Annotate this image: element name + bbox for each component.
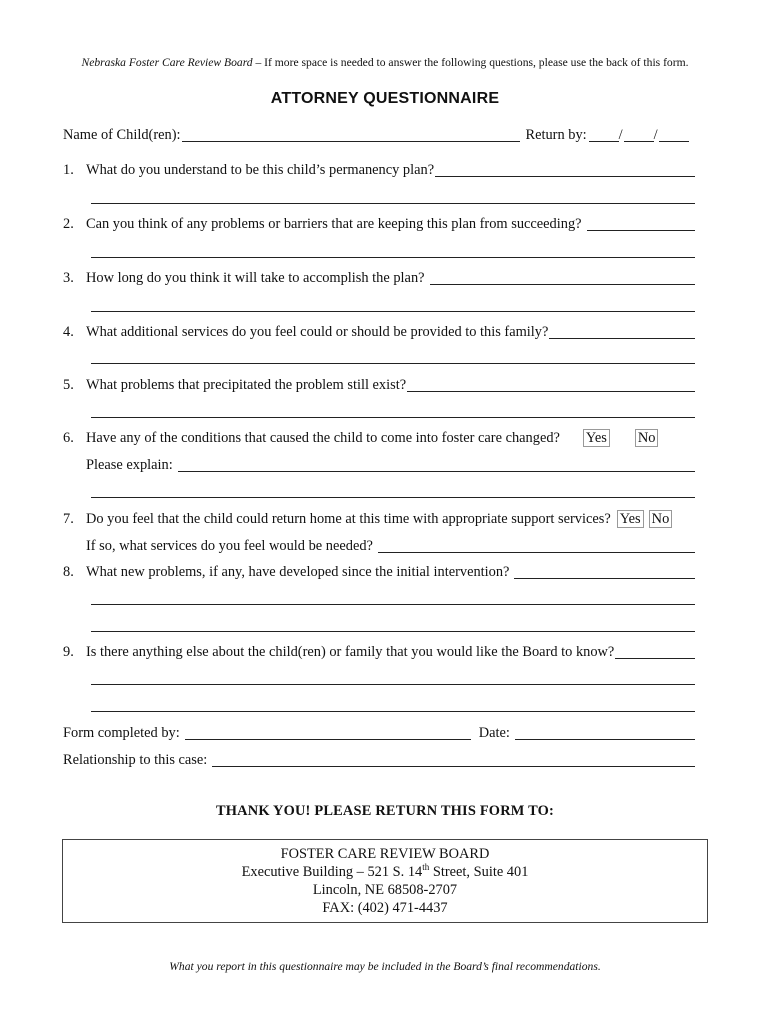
completed-by-field[interactable]: [185, 725, 471, 740]
answer-line[interactable]: [91, 417, 695, 418]
question-4: [63, 323, 695, 341]
question-text: Can you think of any problems or barriers that are keeping this plan from succeeding?: [86, 216, 582, 232]
answer-field[interactable]: [615, 644, 695, 659]
address-street: [63, 863, 707, 881]
relationship-field[interactable]: [212, 752, 695, 767]
question-6: [63, 429, 695, 447]
no-checkbox[interactable]: No: [635, 429, 659, 447]
address-city: Lincoln, NE 68508-2707: [312, 882, 458, 898]
answer-line[interactable]: [91, 604, 695, 605]
question-text: What new problems, if any, have developed since the initial intervention?: [86, 564, 510, 580]
form-header: [0, 56, 770, 69]
name-field[interactable]: [182, 127, 520, 142]
question-8: [63, 563, 695, 581]
header-org: Nebraska Foster Care Review Board: [81, 56, 253, 69]
question-5: [63, 376, 695, 394]
header-instructions: – If more space is needed to answer the following questions, please use the back of this form.: [252, 56, 689, 69]
address-org: FOSTER CARE REVIEW BOARD: [280, 846, 490, 862]
date-label: Date:: [478, 725, 510, 741]
follow-up-label: If so, what services do you feel would be needed?: [86, 538, 373, 554]
question-number: 2.: [63, 216, 74, 232]
question-2: [63, 215, 695, 233]
question-number: 9.: [63, 644, 74, 660]
answer-line[interactable]: [91, 203, 695, 204]
relationship-label: Relationship to this case:: [63, 752, 208, 768]
answer-line[interactable]: [91, 497, 695, 498]
question-text: Have any of the conditions that caused the child to come into foster care changed?: [86, 430, 560, 446]
answer-line[interactable]: [91, 684, 695, 685]
name-label: Name of Child(ren):: [63, 127, 181, 143]
yes-checkbox[interactable]: Yes: [583, 429, 610, 447]
page-title: ATTORNEY QUESTIONNAIRE: [270, 90, 500, 107]
address-street-part2: Street, Suite 401: [429, 864, 529, 880]
question-number: 1.: [63, 162, 74, 178]
question-text: Do you feel that the child could return home at this time with appropriate support services?: [86, 511, 611, 527]
explain-field[interactable]: [178, 457, 695, 472]
completed-by-label: Form completed by:: [63, 725, 180, 741]
services-field[interactable]: [378, 538, 695, 553]
return-month-field[interactable]: [589, 127, 619, 142]
address-ordinal: th: [422, 862, 430, 873]
question-7-services: [86, 537, 695, 555]
question-number: 3.: [63, 270, 74, 286]
question-6-explain: [86, 456, 695, 474]
question-text: What problems that precipitated the problem still exist?: [86, 377, 407, 393]
answer-line[interactable]: [91, 311, 695, 312]
question-9: [63, 643, 695, 661]
yes-checkbox[interactable]: Yes: [617, 510, 644, 528]
return-day-field[interactable]: [624, 127, 654, 142]
name-row: [63, 126, 695, 144]
answer-field[interactable]: [514, 564, 695, 579]
footer-note: What you report in this questionnaire may be included in the Board’s final recommendations.: [169, 960, 601, 973]
answer-line[interactable]: [91, 631, 695, 632]
question-text: How long do you think it will take to accomplish the plan?: [86, 270, 425, 286]
answer-field[interactable]: [587, 216, 695, 231]
date-separator: /: [653, 127, 658, 143]
question-number: 5.: [63, 377, 74, 393]
question-text: What do you understand to be this child’s permanency plan?: [86, 162, 435, 178]
answer-line[interactable]: [91, 257, 695, 258]
answer-line[interactable]: [91, 363, 695, 364]
address-fax: FAX: (402) 471-4437: [322, 900, 448, 916]
follow-up-label: Please explain:: [86, 457, 173, 473]
completed-by-row: [63, 724, 695, 742]
answer-field[interactable]: [435, 162, 695, 177]
answer-line[interactable]: [91, 711, 695, 712]
question-number: 6.: [63, 430, 74, 446]
return-year-field[interactable]: [659, 127, 689, 142]
question-3: [63, 269, 695, 287]
answer-field[interactable]: [549, 324, 695, 339]
question-text: Is there anything else about the child(ren) or family that you would like the Board to know?: [86, 644, 615, 660]
date-field[interactable]: [515, 725, 695, 740]
question-number: 8.: [63, 564, 74, 580]
address-street-part1: Executive Building – 521 S. 14: [241, 864, 423, 880]
no-checkbox[interactable]: No: [649, 510, 673, 528]
answer-field[interactable]: [407, 377, 695, 392]
question-text: What additional services do you feel could or should be provided to this family?: [86, 324, 549, 340]
question-number: 7.: [63, 511, 74, 527]
return-address-box: [62, 839, 708, 923]
question-7: [63, 510, 703, 528]
relationship-row: [63, 751, 695, 769]
question-number: 4.: [63, 324, 74, 340]
question-1: [63, 161, 695, 179]
thank-you-heading: THANK YOU! PLEASE RETURN THIS FORM TO:: [215, 803, 555, 819]
date-separator: /: [618, 127, 623, 143]
return-label: Return by:: [525, 127, 587, 143]
answer-field[interactable]: [430, 270, 695, 285]
